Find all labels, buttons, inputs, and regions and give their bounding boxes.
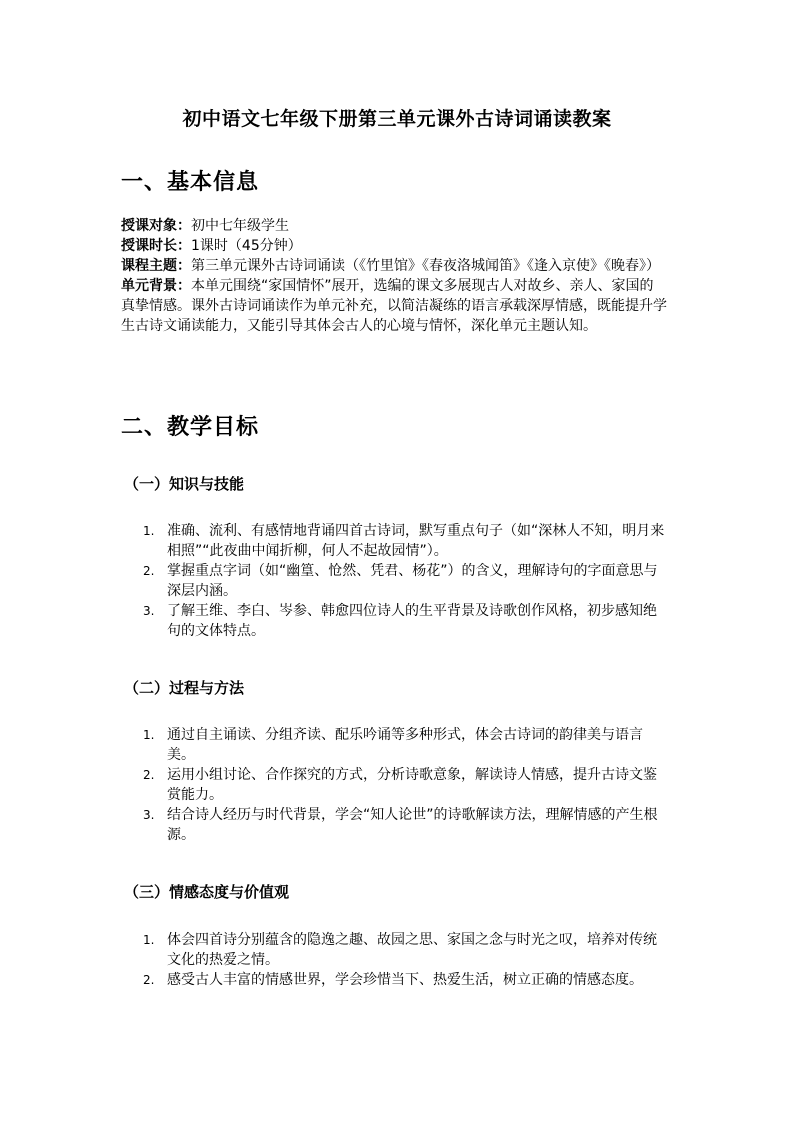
list-number: 2. — [143, 768, 155, 782]
info-value: 第三单元课外古诗词诵读（《竹里馆》《春夜洛城闻笛》《逢入京使》《晚春》） — [191, 258, 660, 274]
list-text: 了解王维、李白、岑参、韩愈四位诗人的生平背景及诗歌创作风格，初步感知绝句的文体特点。 — [167, 603, 657, 639]
list-number: 2. — [143, 973, 155, 987]
section-heading-basic-info: 一、基本信息 — [121, 170, 260, 195]
info-audience — [121, 216, 667, 236]
document-title: 初中语文七年级下册第三单元课外古诗词诵读教案 — [182, 108, 612, 130]
list-number: 1. — [143, 933, 155, 947]
info-label: 授课时长： — [121, 238, 191, 254]
info-label: 授课对象： — [121, 218, 191, 234]
list-number: 3. — [143, 604, 155, 618]
list-item — [143, 805, 667, 845]
list-text: 掌握重点字词（如“幽篁、怆然、凭君、杨花”）的含义，理解诗句的字面意思与深层内涵。 — [167, 563, 658, 599]
info-value: 本单元围绕“家国情怀”展开，选编的课文多展现古人对故乡、亲人、家国的真挚情感。课外古诗词诵读作为单元补充，以简洁凝练的语言承载深厚情感，既能提升学生古诗文诵读能力，又能引导其体会古人的心境与情怀，深化单元主题认知。 — [121, 278, 667, 334]
list-item — [143, 561, 667, 601]
subsection-heading-values: （三）情感态度与价值观 — [124, 883, 290, 901]
subsection-heading-process: （二）过程与方法 — [124, 679, 245, 697]
basic-info-block — [121, 216, 667, 336]
list-number: 2. — [143, 564, 155, 578]
list-item — [143, 521, 667, 561]
list-number: 1. — [143, 728, 155, 742]
list-item — [143, 970, 667, 990]
list-item — [143, 765, 667, 805]
list-text: 运用小组讨论、合作探究的方式，分析诗歌意象，解读诗人情感，提升古诗文鉴赏能力。 — [167, 767, 657, 803]
knowledge-list — [143, 521, 667, 641]
info-topic — [121, 256, 667, 276]
info-value: 1课时（45分钟） — [191, 238, 302, 254]
list-text: 感受古人丰富的情感世界，学会珍惜当下、热爱生活，树立正确的情感态度。 — [167, 972, 643, 988]
info-label: 单元背景： — [121, 278, 191, 294]
list-text: 准确、流利、有感情地背诵四首古诗词，默写重点句子（如“深林人不知，明月来相照”“此夜曲中闻折柳，何人不起故园情”）。 — [167, 523, 665, 559]
list-item — [143, 601, 667, 641]
list-text: 通过自主诵读、分组齐读、配乐吟诵等多种形式，体会古诗词的韵律美与语言美。 — [167, 727, 643, 763]
process-list — [143, 725, 667, 845]
list-number: 1. — [143, 524, 155, 538]
list-item — [143, 725, 667, 765]
info-duration — [121, 236, 667, 256]
list-number: 3. — [143, 808, 155, 822]
list-item — [143, 930, 667, 970]
info-label: 课程主题： — [121, 258, 191, 274]
info-value: 初中七年级学生 — [191, 218, 289, 234]
list-text: 体会四首诗分别蕴含的隐逸之趣、故园之思、家国之念与时光之叹，培养对传统文化的热爱之情。 — [167, 932, 657, 968]
subsection-heading-knowledge: （一）知识与技能 — [124, 475, 245, 493]
info-background — [121, 276, 667, 336]
values-list — [143, 930, 667, 990]
list-text: 结合诗人经历与时代背景，学会“知人论世”的诗歌解读方法，理解情感的产生根源。 — [167, 807, 658, 843]
section-heading-objectives: 二、教学目标 — [121, 415, 260, 440]
